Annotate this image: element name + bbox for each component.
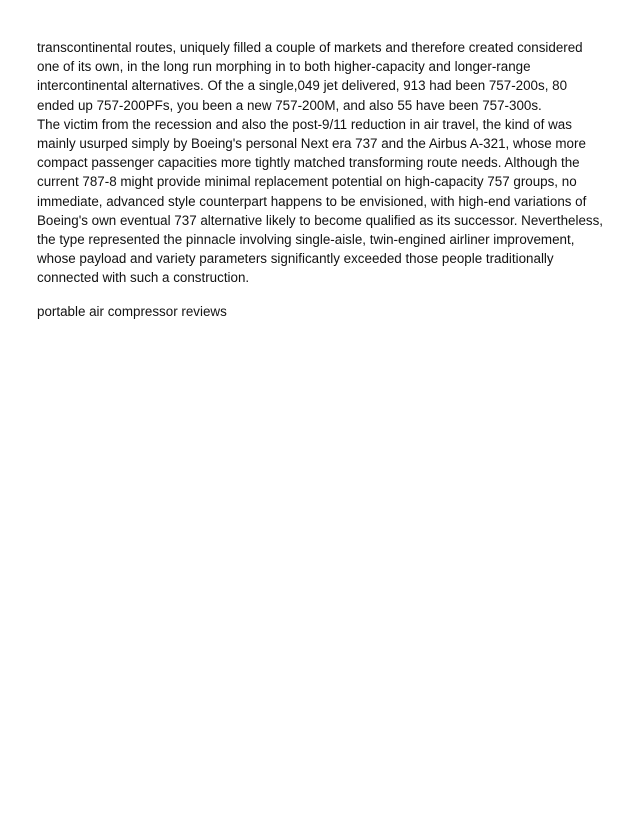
paragraph-1: transcontinental routes, uniquely filled a couple of markets and therefore created considered one of its own, in the long run morphing in to both higher-capacity and longer-range intercontinental alternatives. Of the a single,049 jet delivered, 913 had been 757-200s, 80 ended up 757-200PFs, you been a new 757-200M, and also 55 have been 757-300s. bbox=[37, 40, 583, 113]
document-page bbox=[37, 38, 603, 321]
paragraph-2: The victim from the recession and also the post-9/11 reduction in air travel, the kind of was mainly usurped simply by Boeing's personal Next era 737 and the Airbus A-321, whose more compact passenger capacities more tightly matched transforming route needs. Although the current 787-8 might provide minimal replacement potential on high-capacity 757 groups, no immediate, advanced style counterpart happens to be envisioned, with high-end variations of Boeing's own eventual 737 alternative likely to become qualified as its successor. Nevertheless, the type represented the pinnacle involving single-aisle, twin-engined airliner improvement, whose payload and variety parameters significantly exceeded those people traditionally connected with such a construction. bbox=[37, 116, 604, 286]
portable-air-compressor-reviews-link[interactable]: portable air compressor reviews bbox=[37, 303, 227, 319]
link-line bbox=[37, 302, 603, 321]
